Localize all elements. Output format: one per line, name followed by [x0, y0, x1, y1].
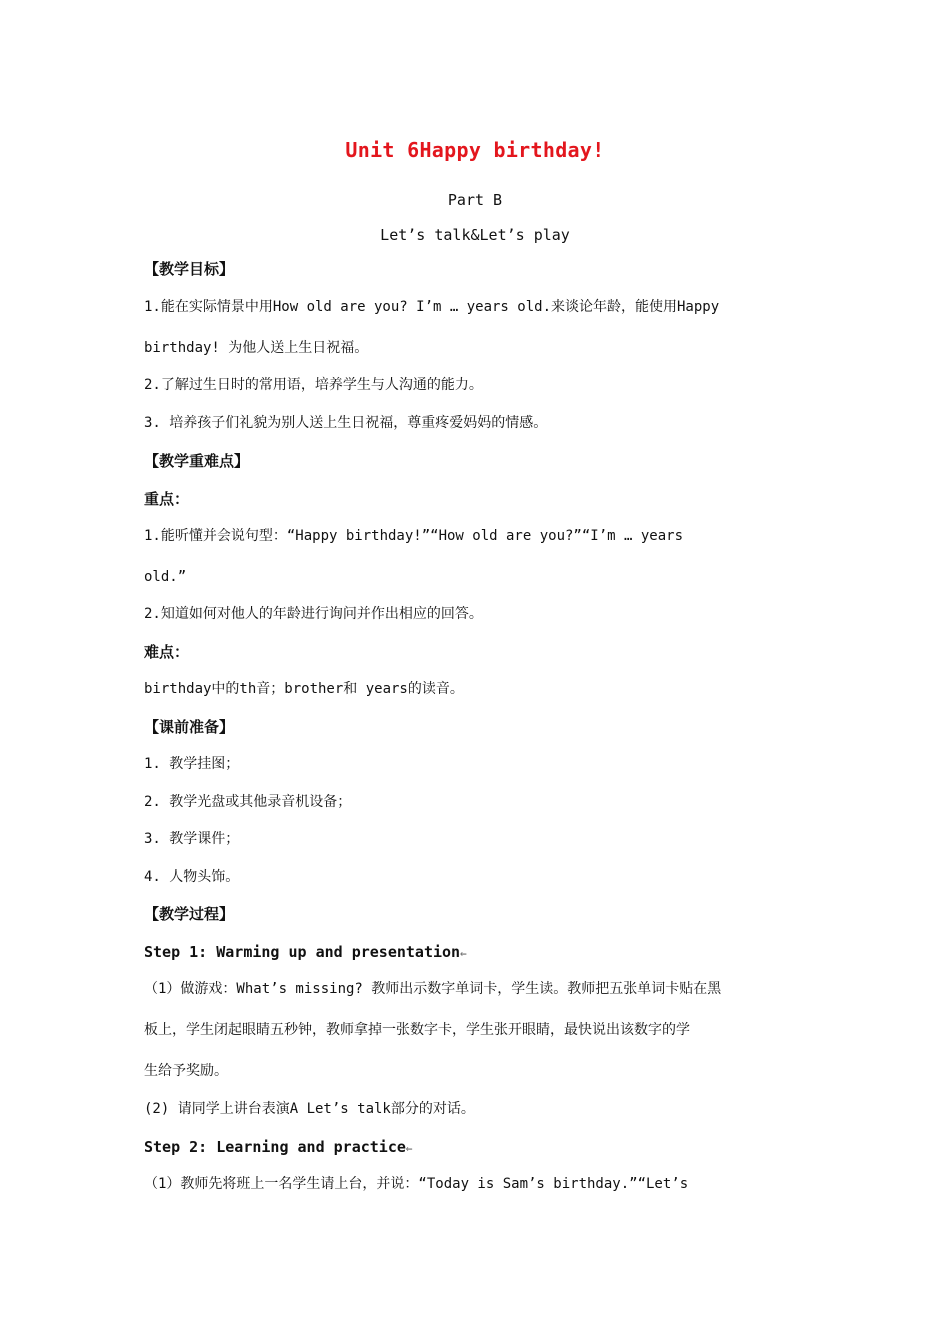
step-1-item-1-line-1: （1）做游戏：What’s missing? 教师出示数字单词卡，学生读。教师把五张单词卡贴在黑 — [144, 981, 722, 997]
difficulty-label: 难点： — [144, 643, 190, 661]
goal-2: 2.了解过生日时的常用语，培养学生与人沟通的能力。 — [144, 377, 483, 393]
key-points-heading: 【教学重难点】 — [144, 452, 250, 470]
step-1-title: Step 1: Warming up and presentation — [144, 943, 461, 961]
focus-label: 重点： — [144, 490, 190, 508]
focus-1-line-2: old.” — [144, 569, 187, 585]
step-2-heading — [144, 1137, 413, 1159]
goal-1-line-1: 1.能在实际情景中用How old are you? I’m … years old.来谈论年龄，能使用Happy — [144, 299, 720, 315]
focus-1-line-1: 1.能听懂并会说句型：“Happy birthday!”“How old are you?”“I’m … years — [144, 528, 684, 544]
preparation-item: 3. 教学课件； — [144, 831, 240, 847]
focus-2: 2.知道如何对他人的年龄进行询问并作出相应的回答。 — [144, 606, 483, 622]
step-1-item-1-line-3: 生给予奖励。 — [144, 1063, 228, 1079]
step-2-title: Step 2: Learning and practice — [144, 1138, 406, 1156]
step-1-item-1-line-2: 板上，学生闭起眼睛五秒钟，教师拿掉一张数字卡，学生张开眼睛，最快说出该数字的学 — [144, 1022, 690, 1038]
difficulty-1: birthday中的th音；brother和 years的读音。 — [144, 681, 464, 697]
preparation-item: 2. 教学光盘或其他录音机设备； — [144, 794, 352, 810]
goals-heading: 【教学目标】 — [144, 260, 235, 278]
process-heading: 【教学过程】 — [144, 905, 235, 923]
part-label: Part B — [447, 191, 503, 209]
preparation-heading: 【课前准备】 — [144, 718, 235, 736]
step-2-item-1-line-1: （1）教师先将班上一名学生请上台，并说：“Today is Sam’s birthday.”“Let’s — [144, 1176, 689, 1192]
paragraph-mark-icon: ⇐ — [460, 947, 467, 960]
page-title: Unit 6Happy birthday! — [345, 138, 605, 162]
goal-3: 3. 培养孩子们礼貌为别人送上生日祝福，尊重疼爱妈妈的情感。 — [144, 415, 548, 431]
preparation-item: 4. 人物头饰。 — [144, 869, 240, 885]
lesson-subtitle: Let’s talk&Let’s play — [380, 226, 570, 244]
step-1-item-2: (2) 请同学上讲台表演A Let’s talk部分的对话。 — [144, 1101, 475, 1117]
step-1-heading — [144, 942, 467, 964]
paragraph-mark-icon: ⇐ — [405, 1142, 413, 1155]
preparation-item: 1. 教学挂图； — [144, 756, 240, 772]
goal-1-line-2: birthday! 为他人送上生日祝福。 — [144, 340, 369, 356]
